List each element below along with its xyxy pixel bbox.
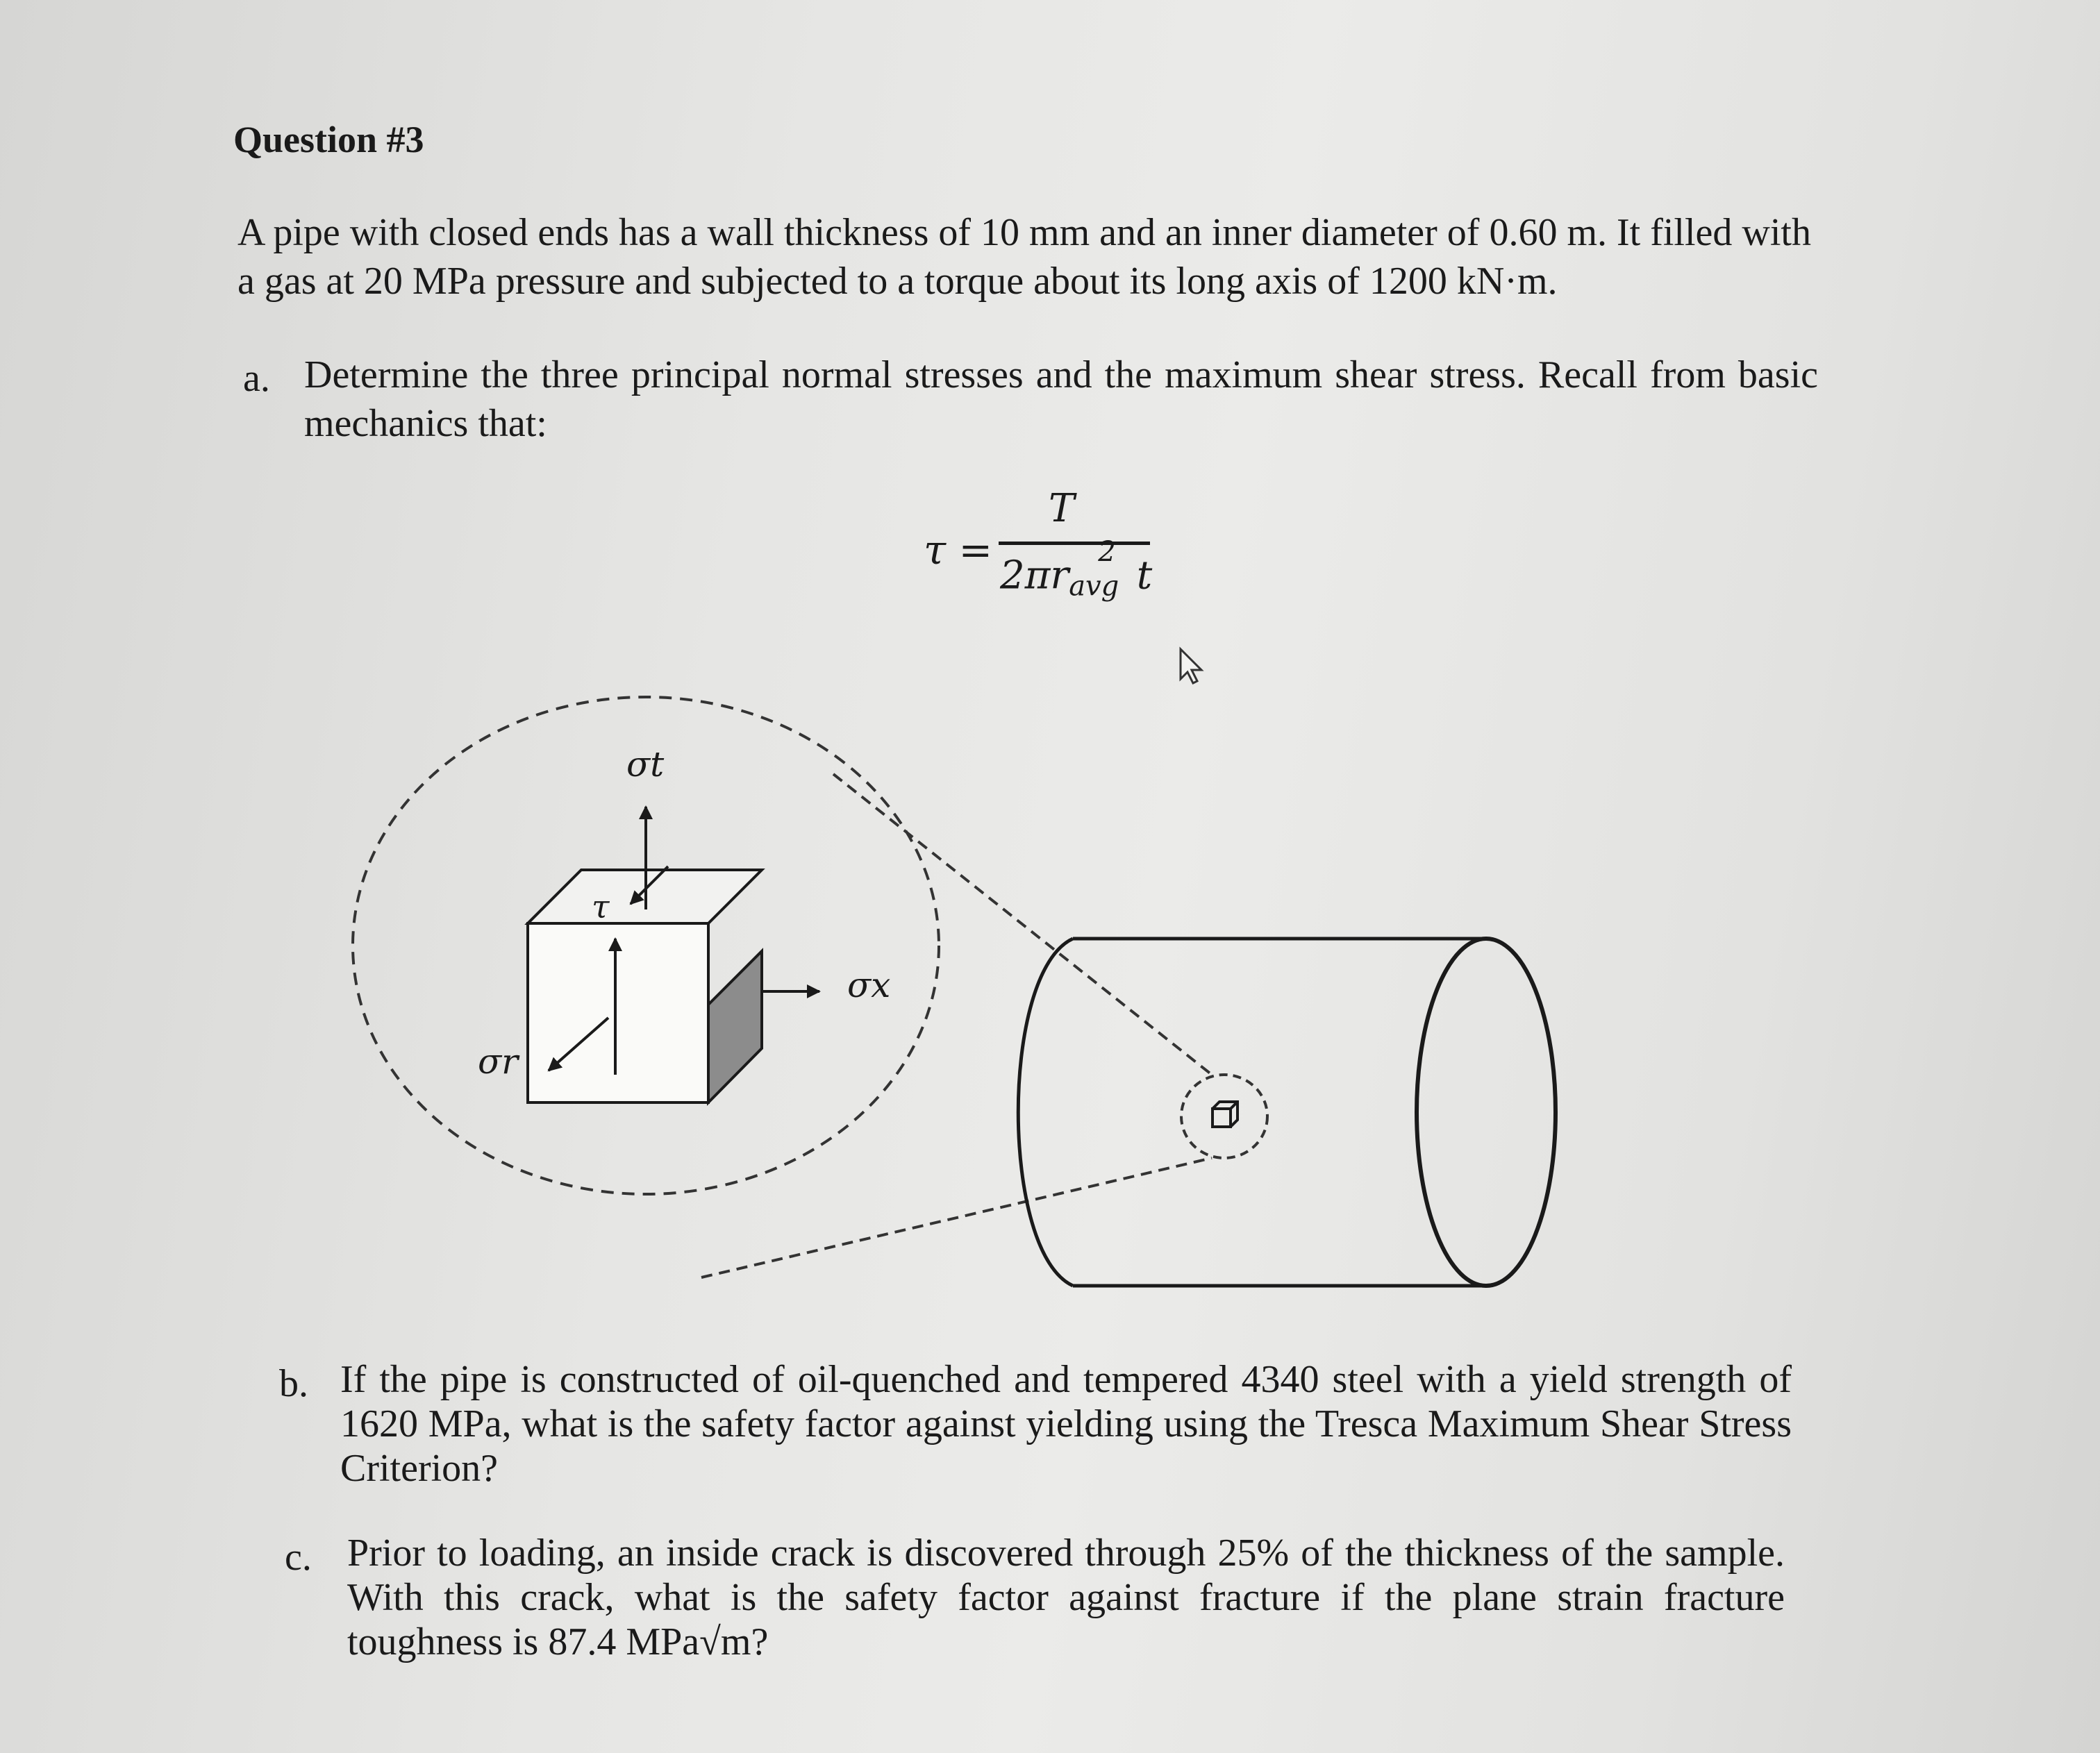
question-intro: A pipe with closed ends has a wall thickness of 10 mm and an inner diameter of 0.60 m. It filled with a gas at 20 MPa pressure and subjected to a torque about its long axis of 1200 kN·m. xyxy=(238,211,1811,303)
zoom-line-top xyxy=(833,774,1212,1075)
sigma-t-label: σt xyxy=(626,744,665,785)
part-c-text: Prior to loading, an inside crack is discovered through 25% of the thickness of the sample. With this crack, what is the safety factor against fracture if the plane strain fracture toughness is 87.4 MPa√m? xyxy=(347,1532,1785,1663)
question-title: Question #3 xyxy=(233,119,424,160)
mouse-cursor-icon xyxy=(1181,649,1201,683)
formula-lhs: τ = xyxy=(924,526,993,573)
formula-den-tail: t xyxy=(1136,553,1153,598)
zoom-line-bottom xyxy=(701,1158,1212,1277)
formula-den-main: 2πr xyxy=(1000,553,1069,598)
part-a-text: Determine the three principal normal stresses and the maximum shear stress. Recall from basic mechanics that: xyxy=(304,353,1818,445)
formula-numerator: T xyxy=(1049,486,1075,531)
pipe-element-dashed-circle xyxy=(1181,1075,1267,1158)
part-c-label: c. xyxy=(285,1536,312,1579)
formula-den-sub: avg xyxy=(1069,570,1119,603)
sigma-x-label: σx xyxy=(847,965,891,1005)
part-a-label: a. xyxy=(243,357,270,400)
pipe-element-small-cube xyxy=(1212,1102,1238,1127)
tau-label: τ xyxy=(592,888,610,925)
pipe-cylinder xyxy=(1018,939,1556,1286)
part-b-text: If the pipe is constructed of oil-quenched and tempered 4340 steel with a yield strength of 1620 MPa, what is the safety factor against yielding using the Tresca Maximum Shear Stress Criterion? xyxy=(340,1358,1792,1490)
part-b-label: b. xyxy=(279,1362,308,1405)
sigma-r-label: σr xyxy=(478,1041,519,1082)
formula-den-sup: 2 xyxy=(1098,536,1116,568)
